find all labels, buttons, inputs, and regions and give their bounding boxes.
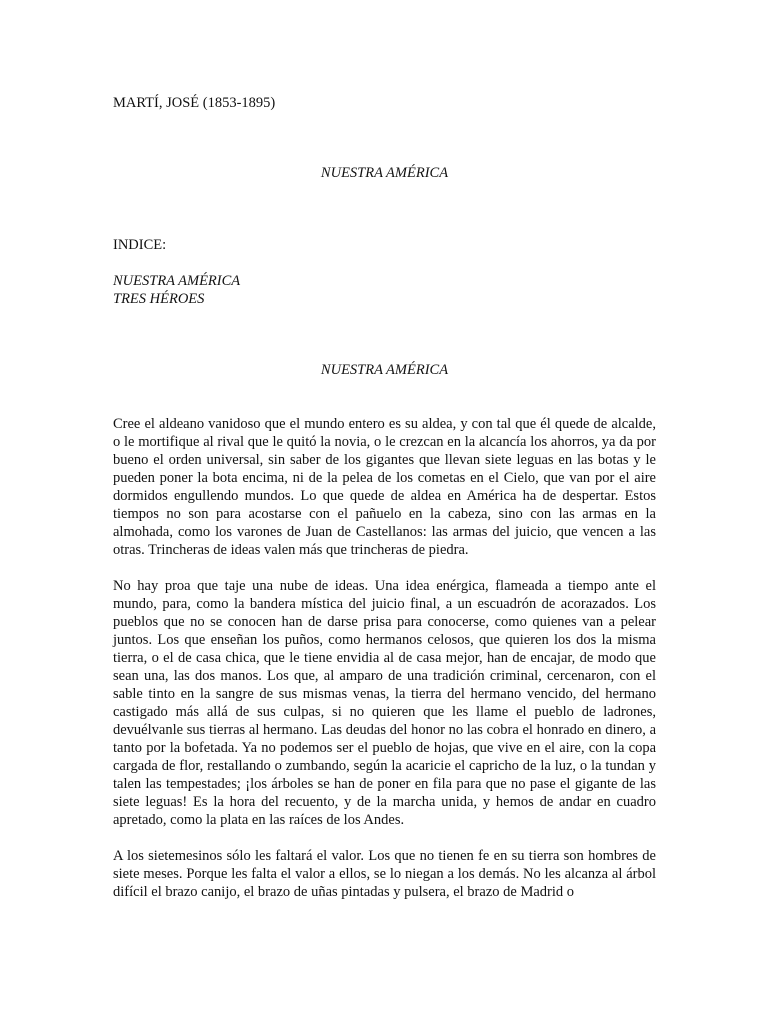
paragraph-1: Cree el aldeano vanidoso que el mundo entero es su aldea, y con tal que él quede de alcalde, o le mortifique al rival que le quitó la novia, o le crezcan en la alcancía los ahorros, ya da por bueno el orden universal, sin saber de los gigantes que llevan siete leguas en las botas y le pueden poner la bota encima, ni de la pelea de los cometas en el Cielo, que van por el aire dormidos engullendo mundos. Lo que quede de aldea en América ha de despertar. Estos tiempos no son para acostarse con el pañuelo en la cabeza, sino con las armas en la almohada, como los varones de Juan de Castellanos: las armas del juicio, que vencen a las otras. Trincheras de ideas valen más que trincheras de piedra.: [113, 416, 656, 558]
author-line: MARTÍ, JOSÉ (1853-1895): [113, 95, 276, 111]
index-item-tres-heroes: TRES HÉROES: [113, 291, 205, 307]
index-list: [113, 272, 240, 308]
paragraph-2: No hay proa que taje una nube de ideas. Una idea enérgica, flameada a tiempo ante el mundo, para, como la bandera mística del juicio final, a un escuadrón de acorazados. Los pueblos que no se conocen han de darse prisa para conocerse, como quienes van a pelear juntos. Los que enseñan los puños, como hermanos celosos, que quieren los dos la misma tierra, o el de casa chica, que le tiene envidia al de casa mejor, han de encajar, de modo que sean una, las dos manos. Los que, al amparo de una tradición criminal, cercenaron, con el sable tinto en la sangre de sus mismas venas, la tierra del hermano vencido, del hermano castigado más allá de sus culpas, si no quieren que les llame el pueblo de ladrones, devuélvanle sus tierras al hermano. Las deudas del honor no las cobra el honrado en dinero, a tanto por la bofetada. Ya no podemos ser el pueblo de hojas, que vive en el aire, con la copa cargada de flor, restallando o zumbando, según la acaricie el capricho de la luz, o la tundan y talen las tempestades; ¡los árboles se han de poner en fila para que no pase el gigante de las siete leguas! Es la hora del recuento, y de la marcha unida, y hemos de andar en cuadro apretado, como la plata en las raíces de los Andes.: [113, 578, 656, 828]
index-label: INDICE:: [113, 237, 167, 253]
index-item-nuestra-america: NUESTRA AMÉRICA: [113, 273, 241, 289]
work-title: NUESTRA AMÉRICA: [320, 165, 449, 181]
paragraph-3: A los sietemesinos sólo les faltará el valor. Los que no tienen fe en su tierra son hombres de siete meses. Porque les falta el valor a ellos, se lo niegan a los demás. No les alcanza al árbol difícil el brazo canijo, el brazo de uñas pintadas y pulsera, el brazo de Madrid o: [113, 848, 656, 900]
section-title: NUESTRA AMÉRICA: [320, 362, 449, 378]
body-text: [113, 415, 656, 919]
